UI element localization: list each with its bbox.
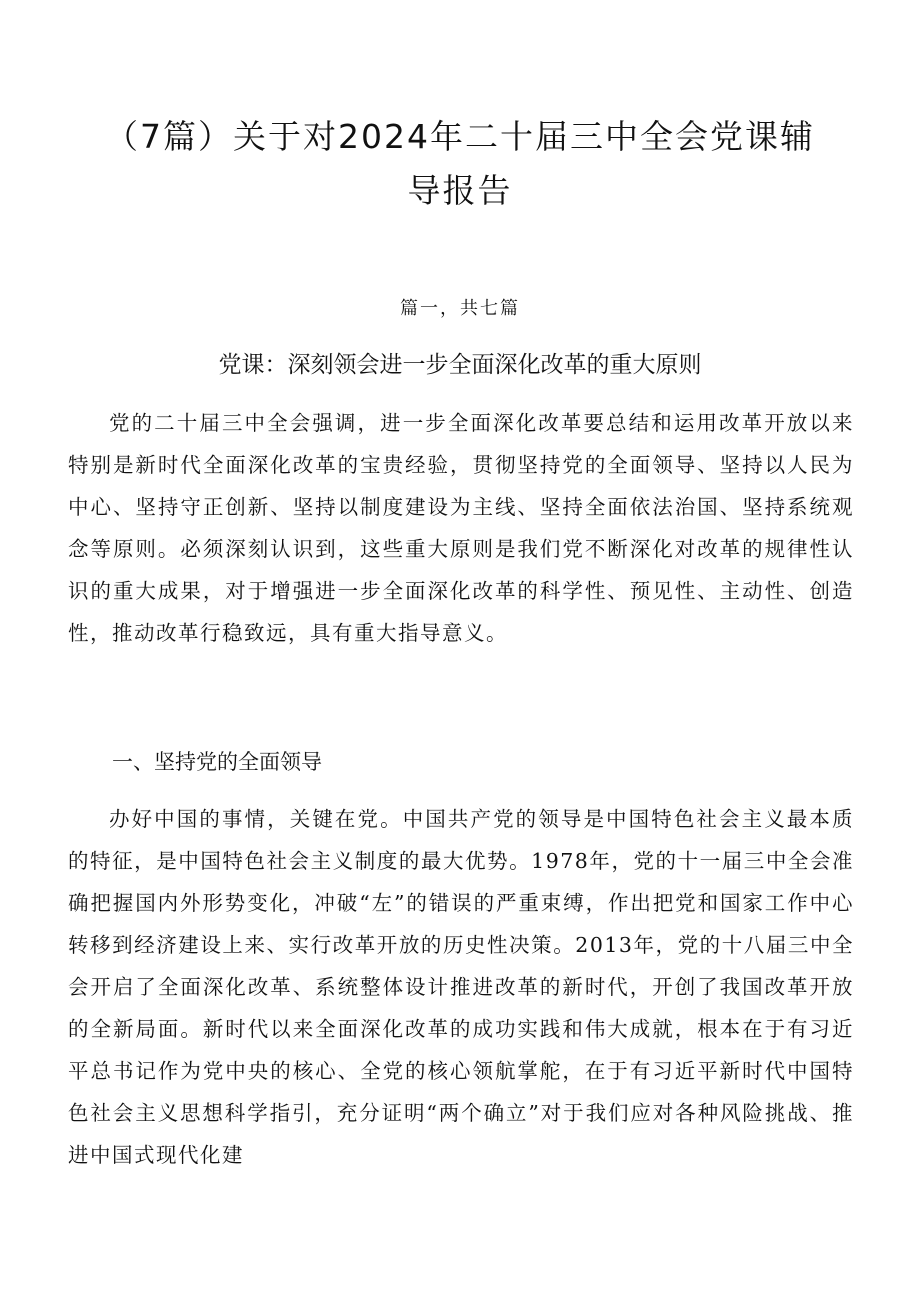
section-heading: 一、坚持党的全面领导 bbox=[112, 750, 322, 774]
document-title: （7篇）关于对2024年二十届三中全会党课辅导报告 bbox=[105, 117, 815, 210]
article-title: 党课：深刻领会进一步全面深化改革的重大原则 bbox=[218, 352, 702, 378]
section-counter: 篇一，共七篇 bbox=[400, 298, 520, 319]
body-paragraph: 办好中国的事情，关键在党。中国共产党的领导是中国特色社会主义最本质的特征，是中国特色社会主义制度的最大优势。1978年，党的十一届三中全会准确把握国内外形势变化，冲破“左”的错误的严重束缚，作出把党和国家工作中心转移到经济建设上来、实行改革开放的历史性决策。2013年，党的十八届三中全会开启了全面深化改革、系统整体设计推进改革的新时代，开创了我国改革开放的全新局面。新时代以来全面深化改革的成功实践和伟大成就，根本在于有习近平总书记作为党中央的核心、全党的核心领航掌舵，在于有习近平新时代中国特色社会主义思想科学指引，充分证明“两个确立”对于我们应对各种风险挑战、推进中国式现代化建 bbox=[68, 807, 854, 1167]
intro-paragraph: 党的二十届三中全会强调，进一步全面深化改革要总结和运用改革开放以来特别是新时代全面深化改革的宝贵经验，贯彻坚持党的全面领导、坚持以人民为中心、坚持守正创新、坚持以制度建设为主线、坚持全面依法治国、坚持系统观念等原则。必须深刻认识到，这些重大原则是我们党不断深化对改革的规律性认识的重大成果，对于增强进一步全面深化改革的科学性、预见性、主动性、创造性，推动改革行稳致远，具有重大指导意义。 bbox=[68, 411, 854, 645]
